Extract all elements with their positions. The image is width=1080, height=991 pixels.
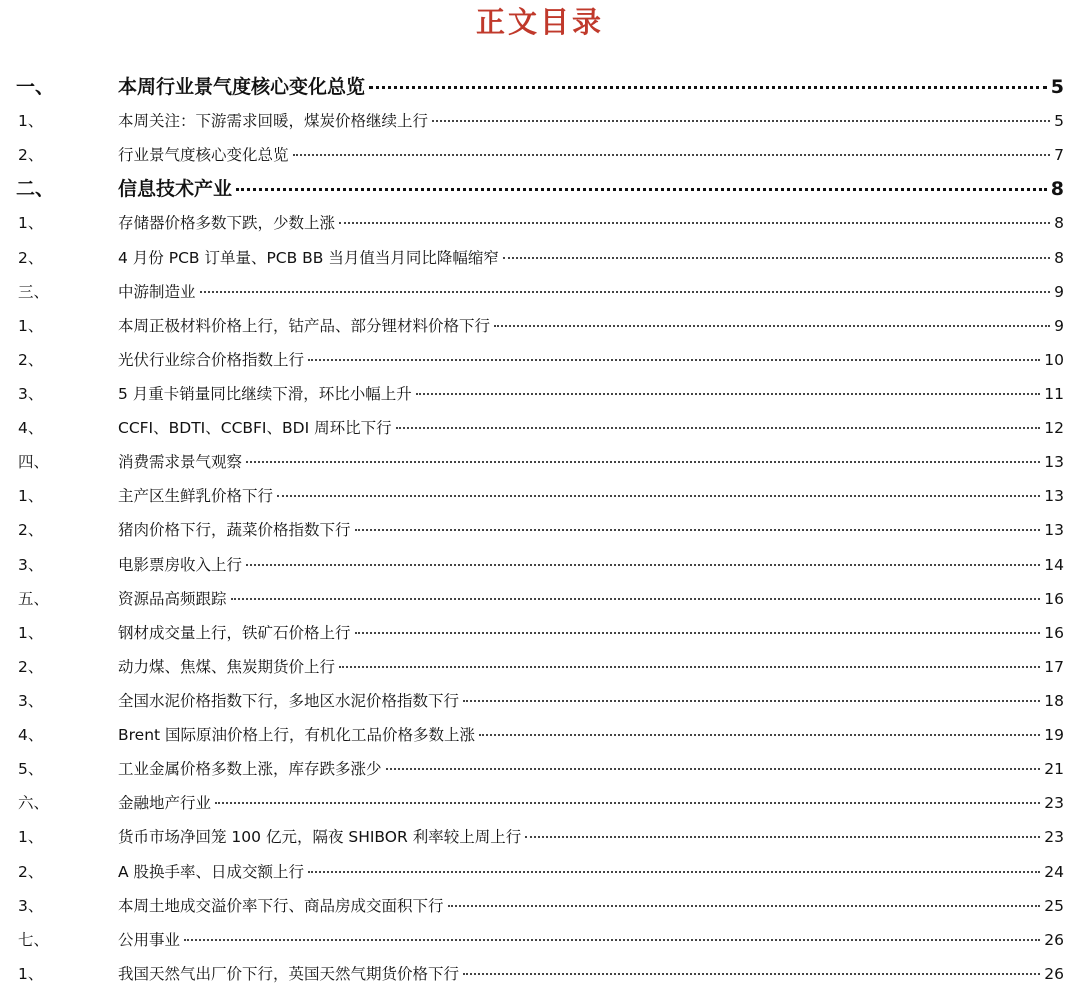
dot-leader	[525, 836, 1040, 838]
toc-entry-title: 电影票房收入上行	[118, 555, 243, 574]
toc-entry[interactable]	[0, 70, 1080, 104]
toc-entry-page-number: 24	[1044, 862, 1064, 881]
toc-entry-title: 中游制造业	[118, 282, 196, 301]
toc-entry-number: 五、	[18, 589, 50, 608]
dot-leader	[246, 461, 1040, 463]
toc-entry-body	[118, 589, 1064, 609]
toc-entry[interactable]	[0, 650, 1080, 684]
toc-entry-number: 2、	[18, 248, 44, 267]
toc-entry-page-number: 10	[1044, 350, 1064, 369]
toc-entry-title: 金融地产行业	[118, 794, 212, 813]
toc-entry-body	[118, 77, 1064, 97]
toc-entry-body	[118, 350, 1064, 370]
dot-leader	[200, 291, 1051, 293]
toc-entry-body	[118, 145, 1064, 165]
toc-entry-title: 公用事业	[118, 930, 181, 949]
toc-entry-page-number: 26	[1044, 930, 1064, 949]
toc-entry-number: 七、	[18, 930, 50, 949]
toc-entry-number: 2、	[18, 146, 44, 165]
toc-entry-body	[118, 520, 1064, 540]
toc-entry-body	[118, 213, 1064, 233]
toc-entry-body	[118, 827, 1064, 847]
toc-entry-body	[118, 691, 1064, 711]
dot-leader	[308, 871, 1040, 873]
toc-entry-body	[118, 964, 1064, 984]
dot-leader	[246, 564, 1040, 566]
toc-entry-number: 六、	[18, 794, 50, 813]
toc-entry-number: 3、	[18, 692, 44, 711]
toc-entry[interactable]	[0, 377, 1080, 411]
toc-entry-body	[118, 930, 1064, 950]
toc-entry[interactable]	[0, 138, 1080, 172]
toc-entry-page-number: 17	[1044, 657, 1064, 676]
dot-leader	[463, 973, 1040, 975]
toc-entry-number: 3、	[18, 896, 44, 915]
toc-entry-title: 本周关注：下游需求回暖，煤炭价格继续上行	[118, 112, 429, 131]
dot-leader	[479, 734, 1040, 736]
toc-entry-page-number: 18	[1044, 692, 1064, 711]
dot-leader	[184, 939, 1040, 941]
toc-entry[interactable]	[0, 104, 1080, 138]
toc-entry-title: 本周正极材料价格上行，钴产品、部分锂材料价格下行	[118, 316, 491, 335]
toc-entry-title: 信息技术产业	[118, 178, 233, 201]
dot-leader	[308, 359, 1040, 361]
dot-leader	[355, 632, 1041, 634]
toc-entry-page-number: 13	[1044, 453, 1064, 472]
toc-entry-body	[118, 623, 1064, 643]
dot-leader	[503, 257, 1050, 259]
dot-leader	[416, 393, 1040, 395]
toc-entry-page-number: 23	[1044, 828, 1064, 847]
toc-entry[interactable]	[0, 855, 1080, 889]
toc-entry-page-number: 5	[1054, 112, 1064, 131]
toc-entry[interactable]	[0, 548, 1080, 582]
toc-entry[interactable]	[0, 206, 1080, 240]
toc-entry[interactable]	[0, 172, 1080, 206]
toc-entry[interactable]	[0, 923, 1080, 957]
toc-entry-title: 光伏行业综合价格指数上行	[118, 350, 305, 369]
toc-entry[interactable]	[0, 445, 1080, 479]
toc-entry-page-number: 8	[1050, 178, 1064, 201]
toc-entry-title: 工业金属价格多数上涨，库存跌多涨少	[118, 760, 382, 779]
toc-entry-title: 4 月份 PCB 订单量、PCB BB 当月值当月同比降幅缩窄	[118, 248, 499, 267]
toc-entry-number: 四、	[18, 453, 50, 472]
toc-entry-title: 我国天然气出厂价下行，英国天然气期货价格下行	[118, 964, 460, 983]
toc-entry-number: 2、	[18, 657, 44, 676]
toc-entry-page-number: 16	[1044, 623, 1064, 642]
toc-entry-title: 货币市场净回笼 100 亿元，隔夜 SHIBOR 利率较上周上行	[118, 828, 522, 847]
toc-entry-number: 3、	[18, 555, 44, 574]
toc-entry[interactable]	[0, 889, 1080, 923]
toc-entry[interactable]	[0, 513, 1080, 547]
toc-entry-title: 消费需求景气观察	[118, 453, 243, 472]
toc-entry-number: 1、	[18, 623, 44, 642]
dot-leader	[231, 598, 1041, 600]
toc-entry-body	[118, 316, 1064, 336]
toc-entry[interactable]	[0, 957, 1080, 991]
toc-entry[interactable]	[0, 582, 1080, 616]
dot-leader	[494, 325, 1050, 327]
toc-entry-number: 4、	[18, 726, 44, 745]
toc-entry-number: 一、	[16, 76, 55, 99]
toc-entry-number: 1、	[18, 316, 44, 335]
toc-entry-title: CCFI、BDTI、CCBFI、BDI 周环比下行	[118, 419, 392, 438]
dot-leader	[293, 154, 1051, 156]
toc-entry[interactable]	[0, 479, 1080, 513]
dot-leader	[432, 120, 1050, 122]
toc-entry-body	[118, 896, 1064, 916]
toc-entry-title: 动力煤、焦煤、焦炭期货价上行	[118, 657, 336, 676]
dot-leader	[236, 188, 1047, 191]
toc-entry-page-number: 9	[1054, 282, 1064, 301]
toc-entry-body	[118, 793, 1064, 813]
toc-entry-number: 三、	[18, 282, 50, 301]
toc-entry[interactable]	[0, 786, 1080, 820]
toc-entry[interactable]	[0, 718, 1080, 752]
toc-entry-number: 1、	[18, 214, 44, 233]
toc-title: 正文目录	[475, 5, 604, 39]
dot-leader	[339, 222, 1050, 224]
toc-entry-title: 本周行业景气度核心变化总览	[118, 76, 366, 99]
dot-leader	[369, 86, 1047, 89]
toc-entry-body	[118, 111, 1064, 131]
toc-entry-number: 2、	[18, 862, 44, 881]
toc-entry-body	[118, 418, 1064, 438]
table-of-contents	[0, 70, 1080, 991]
toc-entry-page-number: 13	[1044, 487, 1064, 506]
toc-entry-title: 资源品高频跟踪	[118, 589, 227, 608]
toc-entry-title: A 股换手率、日成交额上行	[118, 862, 305, 881]
dot-leader	[215, 802, 1040, 804]
toc-entry-page-number: 8	[1054, 214, 1064, 233]
toc-entry-page-number: 5	[1050, 76, 1064, 99]
toc-entry-page-number: 25	[1044, 896, 1064, 915]
toc-entry-title: 猪肉价格下行，蔬菜价格指数下行	[118, 521, 351, 540]
toc-entry-body	[118, 555, 1064, 575]
toc-entry-page-number: 13	[1044, 521, 1064, 540]
toc-entry-number: 1、	[18, 828, 44, 847]
toc-entry-body	[118, 657, 1064, 677]
dot-leader	[386, 768, 1041, 770]
toc-entry-number: 2、	[18, 350, 44, 369]
toc-entry-body	[118, 179, 1064, 199]
toc-entry-page-number: 26	[1044, 964, 1064, 983]
dot-leader	[396, 427, 1041, 429]
toc-entry-body	[118, 282, 1064, 302]
toc-entry-number: 4、	[18, 419, 44, 438]
toc-entry-page-number: 14	[1044, 555, 1064, 574]
toc-entry-body	[118, 759, 1064, 779]
toc-entry-title: 5 月重卡销量同比继续下滑，环比小幅上升	[118, 385, 412, 404]
toc-entry-title: 主产区生鲜乳价格下行	[118, 487, 274, 506]
toc-entry-title: 本周土地成交溢价率下行、商品房成交面积下行	[118, 896, 444, 915]
toc-entry[interactable]	[0, 820, 1080, 854]
toc-entry[interactable]	[0, 241, 1080, 275]
toc-entry-title: 钢材成交量上行，铁矿石价格上行	[118, 623, 351, 642]
toc-entry-page-number: 9	[1054, 316, 1064, 335]
toc-entry[interactable]	[0, 343, 1080, 377]
toc-entry-number: 3、	[18, 385, 44, 404]
toc-entry-number: 二、	[16, 178, 55, 201]
toc-entry-number: 1、	[18, 964, 44, 983]
toc-entry-number: 1、	[18, 487, 44, 506]
toc-entry-page-number: 7	[1054, 146, 1064, 165]
toc-entry-title: Brent 国际原油价格上行，有机化工品价格多数上涨	[118, 726, 476, 745]
toc-entry-page-number: 19	[1044, 726, 1064, 745]
toc-entry-body	[118, 452, 1064, 472]
dot-leader	[448, 905, 1041, 907]
dot-leader	[355, 529, 1041, 531]
toc-entry-number: 5、	[18, 760, 44, 779]
toc-entry[interactable]	[0, 275, 1080, 309]
toc-entry[interactable]	[0, 616, 1080, 650]
toc-entry-title: 行业景气度核心变化总览	[118, 146, 289, 165]
dot-leader	[463, 700, 1040, 702]
dot-leader	[339, 666, 1040, 668]
toc-entry-page-number: 12	[1044, 419, 1064, 438]
toc-entry-number: 2、	[18, 521, 44, 540]
toc-entry-page-number: 8	[1054, 248, 1064, 267]
dot-leader	[277, 495, 1040, 497]
toc-entry-body	[118, 725, 1064, 745]
toc-entry-body	[118, 384, 1064, 404]
toc-entry-title: 全国水泥价格指数下行，多地区水泥价格指数下行	[118, 692, 460, 711]
toc-entry-body	[118, 862, 1064, 882]
toc-entry-page-number: 23	[1044, 794, 1064, 813]
toc-entry-title: 存储器价格多数下跌，少数上涨	[118, 214, 336, 233]
toc-entry-body	[118, 486, 1064, 506]
toc-entry-number: 1、	[18, 112, 44, 131]
toc-entry-body	[118, 248, 1064, 268]
toc-entry[interactable]	[0, 309, 1080, 343]
toc-entry[interactable]	[0, 684, 1080, 718]
toc-entry-page-number: 11	[1044, 385, 1064, 404]
toc-entry[interactable]	[0, 752, 1080, 786]
toc-entry[interactable]	[0, 411, 1080, 445]
toc-entry-page-number: 16	[1044, 589, 1064, 608]
toc-entry-page-number: 21	[1044, 760, 1064, 779]
